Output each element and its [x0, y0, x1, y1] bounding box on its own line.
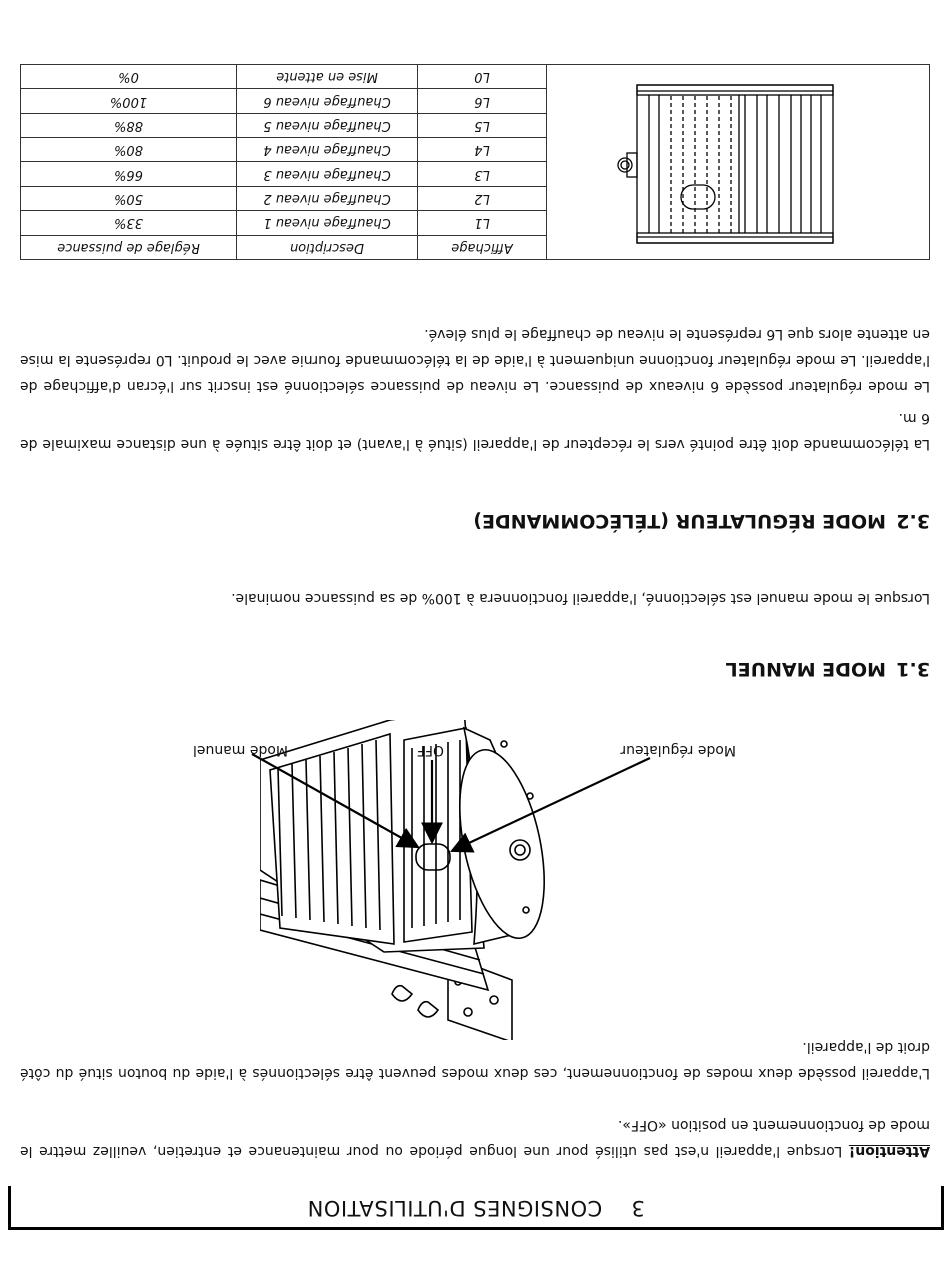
cell-display: L2: [418, 186, 547, 210]
cell-description: Chauffage niveau 5: [237, 113, 418, 137]
label-off: OFF: [416, 742, 444, 758]
regulator-arrow: [454, 758, 650, 850]
section-3-2-text-2: Le mode régulateur possède 6 niveaux de puissance. Le niveau de puissance sélectionné est inscrit sur l'écran d'affichage de l'appareil. Le mode régulateur fonctionne uniquement à l'aide de la télécommande fournie avec le produit. L0 représente la mise en attente alors que L6 représente le niveau de chauffage le plus élevé.: [20, 326, 930, 394]
cell-power: 66%: [21, 162, 237, 186]
remote-diagram-cell: [547, 65, 930, 260]
cell-description: Chauffage niveau 6: [237, 89, 418, 113]
cell-power: 0%: [21, 65, 237, 89]
cell-power: 88%: [21, 113, 237, 137]
header-power-setting: Réglage de puissance: [21, 235, 237, 259]
heater-front-diagram: [547, 69, 929, 259]
section-3-2-text-1: La télécommande doit être pointé vers le récepteur de l'appareil (situé à l'avant) et doit être située à une distance maximale de 6 m.: [20, 410, 930, 452]
cell-display: L4: [418, 138, 547, 162]
cell-display: L0: [418, 65, 547, 89]
header-display: Affichage: [418, 235, 547, 259]
attention-text: Lorsque l'appareil n'est pas utilisé pour une longue période ou pour maintenance et entretien, veuillez mettre le mode de fonctionnement en position «OFF».: [20, 1117, 930, 1159]
label-mode-manuel: Mode manuel: [192, 742, 288, 758]
front-display-window: [681, 185, 715, 209]
section-3-1-title: 3.1MODE MANUEL: [725, 658, 930, 680]
cell-display: L5: [418, 113, 547, 137]
cell-power: 50%: [21, 186, 237, 210]
attention-label: Attention!: [848, 1143, 930, 1159]
section-header-title: 3 CONSIGNES D'UTILISATION: [307, 1196, 645, 1220]
table-header-row: [21, 235, 930, 259]
header-description: Description: [237, 235, 418, 259]
cell-display: L1: [418, 211, 547, 235]
power-settings-table: [20, 64, 930, 260]
cell-display: L6: [418, 89, 547, 113]
cell-power: 100%: [21, 89, 237, 113]
cell-description: Chauffage niveau 2: [237, 186, 418, 210]
cell-description: Chauffage niveau 4: [237, 138, 418, 162]
label-mode-regulateur: Mode régulateur: [620, 742, 736, 758]
cell-power: 80%: [21, 138, 237, 162]
cell-display: L3: [418, 162, 547, 186]
cell-description: Chauffage niveau 3: [237, 162, 418, 186]
cell-description: Chauffage niveau 1: [237, 211, 418, 235]
cell-description: Mise en attente: [237, 65, 418, 89]
section-3-1-text: Lorsque le mode manuel est sélectionné, l'appareil fonctionnera à 100% de sa puissance nominale.: [231, 590, 930, 606]
section-3-2-title: 3.2MODE RÉGULATEUR (TÉLÉCOMMANDE): [473, 510, 930, 532]
intro-paragraph: L'appareil possède deux modes de fonctionnement, ces deux modes peuvent être sélectionnés à l'aide du bouton situé du côté droit de l'appareil.: [20, 1039, 930, 1081]
cell-power: 33%: [21, 211, 237, 235]
manual-arrow: [252, 754, 416, 846]
